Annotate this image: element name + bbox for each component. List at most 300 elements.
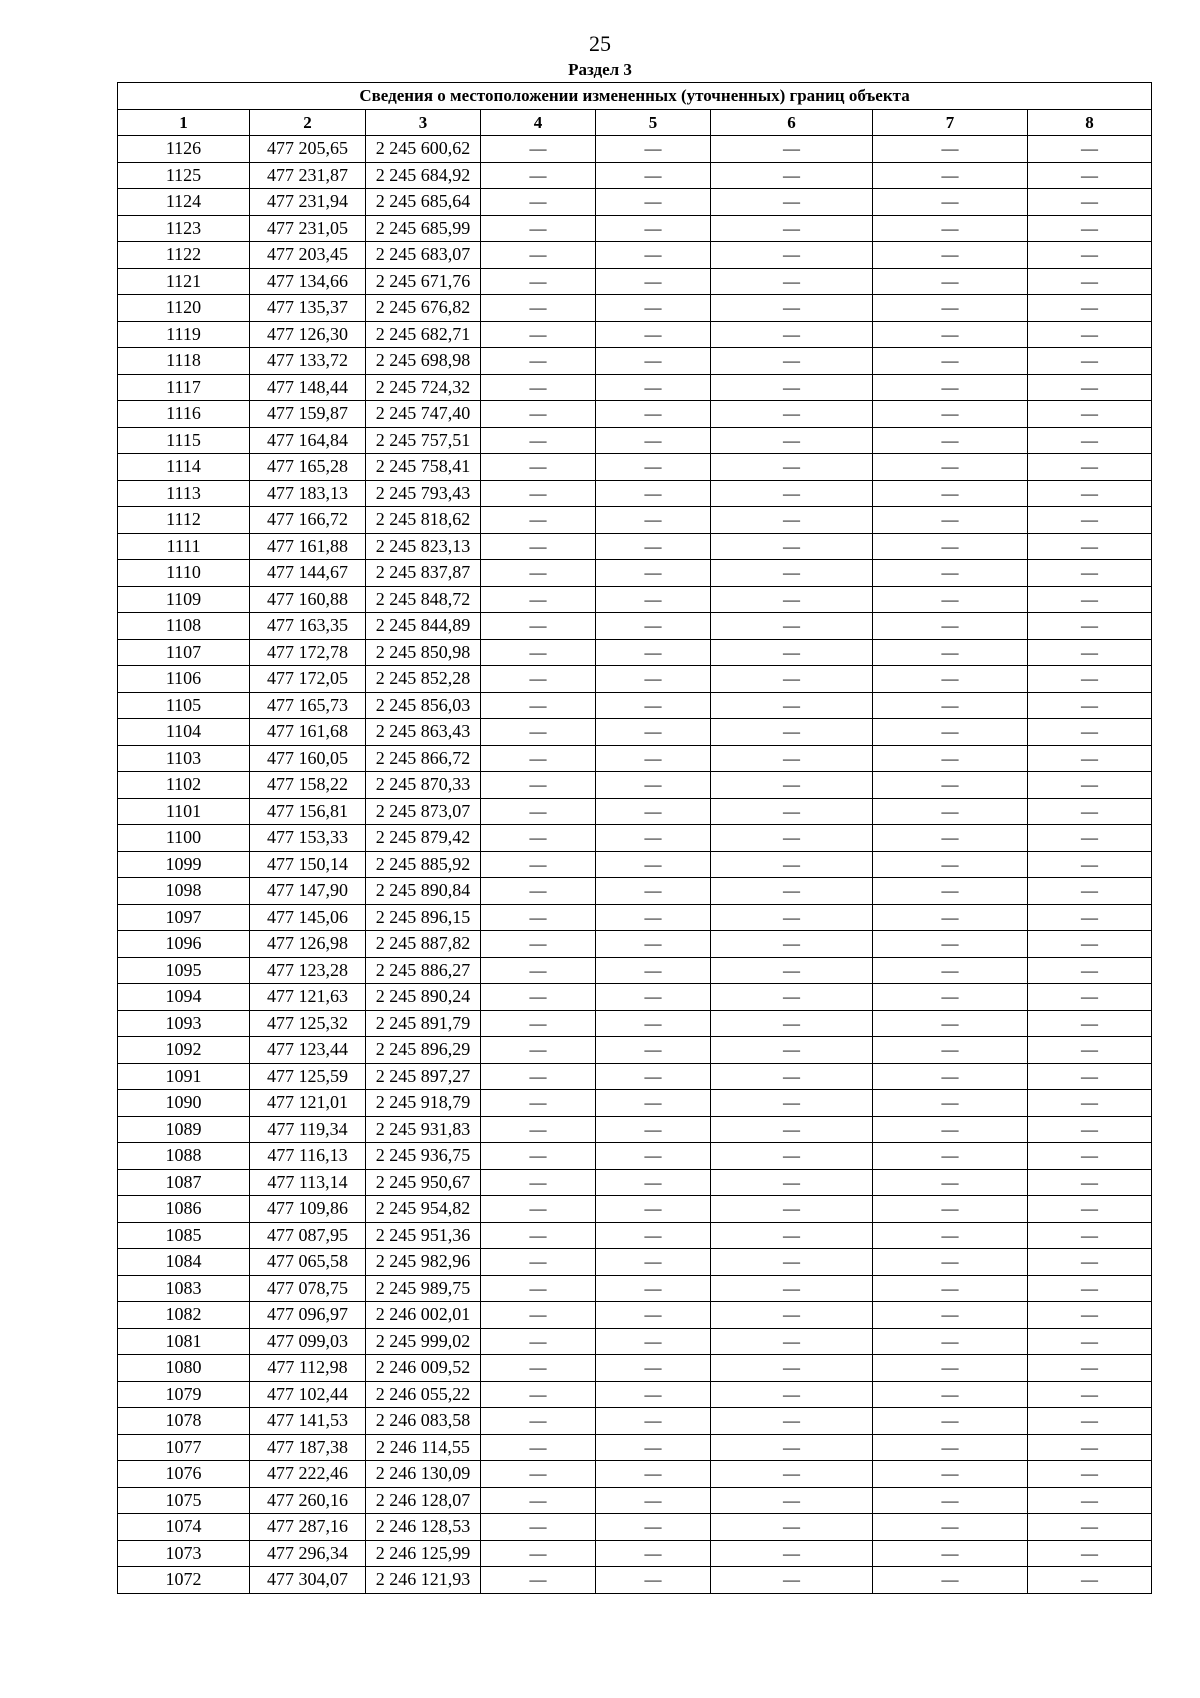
x-coordinate-cell: 477 102,44 <box>250 1381 366 1408</box>
x-coordinate-cell: 477 260,16 <box>250 1487 366 1514</box>
coordinates-table <box>117 82 1152 1594</box>
empty-value-cell: — <box>1028 215 1152 242</box>
empty-value-cell: — <box>1028 745 1152 772</box>
table-row <box>118 772 1152 799</box>
empty-value-cell: — <box>1028 825 1152 852</box>
empty-value-cell: — <box>873 1063 1028 1090</box>
y-coordinate-cell: 2 245 896,15 <box>366 904 481 931</box>
y-coordinate-cell: 2 246 130,09 <box>366 1461 481 1488</box>
empty-value-cell: — <box>481 851 596 878</box>
table-row <box>118 1063 1152 1090</box>
point-number-cell: 1101 <box>118 798 250 825</box>
table-row <box>118 745 1152 772</box>
empty-value-cell: — <box>596 295 711 322</box>
x-coordinate-cell: 477 287,16 <box>250 1514 366 1541</box>
y-coordinate-cell: 2 245 982,96 <box>366 1249 481 1276</box>
table-title: Сведения о местоположении измененных (уточненных) границ объекта <box>118 83 1152 110</box>
empty-value-cell: — <box>596 215 711 242</box>
empty-value-cell: — <box>1028 242 1152 269</box>
empty-value-cell: — <box>1028 1275 1152 1302</box>
empty-value-cell: — <box>1028 984 1152 1011</box>
x-coordinate-cell: 477 123,44 <box>250 1037 366 1064</box>
empty-value-cell: — <box>1028 321 1152 348</box>
empty-value-cell: — <box>873 586 1028 613</box>
empty-value-cell: — <box>1028 878 1152 905</box>
empty-value-cell: — <box>596 1010 711 1037</box>
empty-value-cell: — <box>1028 1037 1152 1064</box>
empty-value-cell: — <box>596 268 711 295</box>
empty-value-cell: — <box>873 162 1028 189</box>
empty-value-cell: — <box>873 957 1028 984</box>
point-number-cell: 1110 <box>118 560 250 587</box>
empty-value-cell: — <box>711 851 873 878</box>
empty-value-cell: — <box>873 507 1028 534</box>
empty-value-cell: — <box>596 719 711 746</box>
empty-value-cell: — <box>596 666 711 693</box>
y-coordinate-cell: 2 246 114,55 <box>366 1434 481 1461</box>
empty-value-cell: — <box>596 1196 711 1223</box>
point-number-cell: 1093 <box>118 1010 250 1037</box>
empty-value-cell: — <box>873 851 1028 878</box>
empty-value-cell: — <box>1028 507 1152 534</box>
x-coordinate-cell: 477 231,87 <box>250 162 366 189</box>
empty-value-cell: — <box>873 931 1028 958</box>
empty-value-cell: — <box>596 772 711 799</box>
table-row <box>118 1434 1152 1461</box>
point-number-cell: 1096 <box>118 931 250 958</box>
y-coordinate-cell: 2 245 870,33 <box>366 772 481 799</box>
point-number-cell: 1121 <box>118 268 250 295</box>
y-coordinate-cell: 2 245 685,99 <box>366 215 481 242</box>
x-coordinate-cell: 477 183,13 <box>250 480 366 507</box>
table-row <box>118 1090 1152 1117</box>
table-row <box>118 533 1152 560</box>
empty-value-cell: — <box>481 878 596 905</box>
empty-value-cell: — <box>481 480 596 507</box>
empty-value-cell: — <box>1028 639 1152 666</box>
empty-value-cell: — <box>873 613 1028 640</box>
x-coordinate-cell: 477 121,63 <box>250 984 366 1011</box>
empty-value-cell: — <box>873 348 1028 375</box>
table-row <box>118 189 1152 216</box>
x-coordinate-cell: 477 112,98 <box>250 1355 366 1382</box>
empty-value-cell: — <box>481 1381 596 1408</box>
empty-value-cell: — <box>873 1514 1028 1541</box>
empty-value-cell: — <box>1028 1461 1152 1488</box>
y-coordinate-cell: 2 245 758,41 <box>366 454 481 481</box>
empty-value-cell: — <box>1028 1540 1152 1567</box>
table-row <box>118 825 1152 852</box>
empty-value-cell: — <box>596 1514 711 1541</box>
table-row <box>118 1487 1152 1514</box>
empty-value-cell: — <box>481 1514 596 1541</box>
empty-value-cell: — <box>711 1249 873 1276</box>
point-number-cell: 1112 <box>118 507 250 534</box>
y-coordinate-cell: 2 245 757,51 <box>366 427 481 454</box>
empty-value-cell: — <box>711 348 873 375</box>
empty-value-cell: — <box>873 189 1028 216</box>
y-coordinate-cell: 2 246 055,22 <box>366 1381 481 1408</box>
empty-value-cell: — <box>1028 1355 1152 1382</box>
empty-value-cell: — <box>873 136 1028 163</box>
empty-value-cell: — <box>711 533 873 560</box>
empty-value-cell: — <box>1028 401 1152 428</box>
x-coordinate-cell: 477 296,34 <box>250 1540 366 1567</box>
empty-value-cell: — <box>711 586 873 613</box>
empty-value-cell: — <box>481 904 596 931</box>
y-coordinate-cell: 2 245 951,36 <box>366 1222 481 1249</box>
empty-value-cell: — <box>481 1355 596 1382</box>
empty-value-cell: — <box>1028 136 1152 163</box>
y-coordinate-cell: 2 245 885,92 <box>366 851 481 878</box>
empty-value-cell: — <box>596 427 711 454</box>
table-row <box>118 1037 1152 1064</box>
y-coordinate-cell: 2 245 682,71 <box>366 321 481 348</box>
empty-value-cell: — <box>873 1434 1028 1461</box>
y-coordinate-cell: 2 245 852,28 <box>366 666 481 693</box>
empty-value-cell: — <box>596 1328 711 1355</box>
empty-value-cell: — <box>1028 1381 1152 1408</box>
empty-value-cell: — <box>596 639 711 666</box>
point-number-cell: 1125 <box>118 162 250 189</box>
empty-value-cell: — <box>596 560 711 587</box>
x-coordinate-cell: 477 165,28 <box>250 454 366 481</box>
column-header: 1 <box>118 109 250 136</box>
point-number-cell: 1100 <box>118 825 250 852</box>
point-number-cell: 1092 <box>118 1037 250 1064</box>
x-coordinate-cell: 477 172,78 <box>250 639 366 666</box>
table-row <box>118 1169 1152 1196</box>
empty-value-cell: — <box>481 295 596 322</box>
empty-value-cell: — <box>596 1037 711 1064</box>
empty-value-cell: — <box>596 1222 711 1249</box>
empty-value-cell: — <box>481 1487 596 1514</box>
y-coordinate-cell: 2 245 676,82 <box>366 295 481 322</box>
y-coordinate-cell: 2 245 999,02 <box>366 1328 481 1355</box>
empty-value-cell: — <box>596 1381 711 1408</box>
empty-value-cell: — <box>873 1540 1028 1567</box>
empty-value-cell: — <box>1028 613 1152 640</box>
empty-value-cell: — <box>711 878 873 905</box>
section-label: Раздел 3 <box>568 60 632 79</box>
empty-value-cell: — <box>1028 904 1152 931</box>
table-row <box>118 1408 1152 1435</box>
empty-value-cell: — <box>481 1540 596 1567</box>
y-coordinate-cell: 2 245 747,40 <box>366 401 481 428</box>
empty-value-cell: — <box>711 268 873 295</box>
empty-value-cell: — <box>1028 692 1152 719</box>
empty-value-cell: — <box>873 1355 1028 1382</box>
table-row <box>118 1249 1152 1276</box>
table-row <box>118 692 1152 719</box>
empty-value-cell: — <box>711 321 873 348</box>
table-row <box>118 560 1152 587</box>
point-number-cell: 1075 <box>118 1487 250 1514</box>
empty-value-cell: — <box>596 1090 711 1117</box>
empty-value-cell: — <box>711 1222 873 1249</box>
empty-value-cell: — <box>711 1355 873 1382</box>
x-coordinate-cell: 477 126,30 <box>250 321 366 348</box>
empty-value-cell: — <box>711 798 873 825</box>
empty-value-cell: — <box>596 957 711 984</box>
table-row <box>118 1328 1152 1355</box>
table-row <box>118 348 1152 375</box>
empty-value-cell: — <box>1028 586 1152 613</box>
x-coordinate-cell: 477 159,87 <box>250 401 366 428</box>
x-coordinate-cell: 477 119,34 <box>250 1116 366 1143</box>
y-coordinate-cell: 2 245 897,27 <box>366 1063 481 1090</box>
empty-value-cell: — <box>873 454 1028 481</box>
table-row <box>118 1222 1152 1249</box>
empty-value-cell: — <box>711 1169 873 1196</box>
y-coordinate-cell: 2 245 989,75 <box>366 1275 481 1302</box>
table-row <box>118 957 1152 984</box>
empty-value-cell: — <box>711 454 873 481</box>
empty-value-cell: — <box>873 1461 1028 1488</box>
empty-value-cell: — <box>481 268 596 295</box>
point-number-cell: 1120 <box>118 295 250 322</box>
empty-value-cell: — <box>1028 1567 1152 1594</box>
point-number-cell: 1084 <box>118 1249 250 1276</box>
empty-value-cell: — <box>481 957 596 984</box>
x-coordinate-cell: 477 150,14 <box>250 851 366 878</box>
empty-value-cell: — <box>873 639 1028 666</box>
empty-value-cell: — <box>481 533 596 560</box>
empty-value-cell: — <box>481 825 596 852</box>
point-number-cell: 1113 <box>118 480 250 507</box>
empty-value-cell: — <box>873 772 1028 799</box>
empty-value-cell: — <box>481 719 596 746</box>
empty-value-cell: — <box>711 427 873 454</box>
empty-value-cell: — <box>873 480 1028 507</box>
y-coordinate-cell: 2 245 685,64 <box>366 189 481 216</box>
empty-value-cell: — <box>1028 1143 1152 1170</box>
table-row <box>118 1461 1152 1488</box>
y-coordinate-cell: 2 245 818,62 <box>366 507 481 534</box>
y-coordinate-cell: 2 245 887,82 <box>366 931 481 958</box>
empty-value-cell: — <box>711 719 873 746</box>
empty-value-cell: — <box>711 374 873 401</box>
table-row <box>118 639 1152 666</box>
empty-value-cell: — <box>873 374 1028 401</box>
empty-value-cell: — <box>711 984 873 1011</box>
table-row <box>118 1116 1152 1143</box>
empty-value-cell: — <box>1028 957 1152 984</box>
empty-value-cell: — <box>873 904 1028 931</box>
table-row <box>118 427 1152 454</box>
empty-value-cell: — <box>481 1010 596 1037</box>
point-number-cell: 1095 <box>118 957 250 984</box>
table-row <box>118 480 1152 507</box>
table-row <box>118 851 1152 878</box>
empty-value-cell: — <box>596 348 711 375</box>
table-row <box>118 215 1152 242</box>
empty-value-cell: — <box>711 1143 873 1170</box>
point-number-cell: 1103 <box>118 745 250 772</box>
table-body <box>118 136 1152 1594</box>
empty-value-cell: — <box>711 1381 873 1408</box>
empty-value-cell: — <box>1028 1302 1152 1329</box>
x-coordinate-cell: 477 126,98 <box>250 931 366 958</box>
point-number-cell: 1107 <box>118 639 250 666</box>
point-number-cell: 1119 <box>118 321 250 348</box>
table-row <box>118 719 1152 746</box>
empty-value-cell: — <box>711 136 873 163</box>
empty-value-cell: — <box>711 1408 873 1435</box>
table-row <box>118 1196 1152 1223</box>
empty-value-cell: — <box>711 639 873 666</box>
empty-value-cell: — <box>711 745 873 772</box>
y-coordinate-cell: 2 246 128,07 <box>366 1487 481 1514</box>
empty-value-cell: — <box>481 666 596 693</box>
y-coordinate-cell: 2 246 128,53 <box>366 1514 481 1541</box>
empty-value-cell: — <box>873 1143 1028 1170</box>
empty-value-cell: — <box>1028 1063 1152 1090</box>
point-number-cell: 1102 <box>118 772 250 799</box>
x-coordinate-cell: 477 222,46 <box>250 1461 366 1488</box>
empty-value-cell: — <box>481 1275 596 1302</box>
empty-value-cell: — <box>711 825 873 852</box>
point-number-cell: 1109 <box>118 586 250 613</box>
empty-value-cell: — <box>596 1461 711 1488</box>
empty-value-cell: — <box>873 719 1028 746</box>
empty-value-cell: — <box>711 1063 873 1090</box>
empty-value-cell: — <box>481 560 596 587</box>
point-number-cell: 1115 <box>118 427 250 454</box>
table-row <box>118 984 1152 1011</box>
empty-value-cell: — <box>481 427 596 454</box>
empty-value-cell: — <box>711 957 873 984</box>
empty-value-cell: — <box>1028 1328 1152 1355</box>
point-number-cell: 1073 <box>118 1540 250 1567</box>
y-coordinate-cell: 2 246 125,99 <box>366 1540 481 1567</box>
empty-value-cell: — <box>711 931 873 958</box>
empty-value-cell: — <box>711 1275 873 1302</box>
empty-value-cell: — <box>1028 1487 1152 1514</box>
point-number-cell: 1082 <box>118 1302 250 1329</box>
y-coordinate-cell: 2 245 936,75 <box>366 1143 481 1170</box>
empty-value-cell: — <box>481 1461 596 1488</box>
y-coordinate-cell: 2 245 793,43 <box>366 480 481 507</box>
empty-value-cell: — <box>711 1540 873 1567</box>
y-coordinate-cell: 2 245 918,79 <box>366 1090 481 1117</box>
x-coordinate-cell: 477 123,28 <box>250 957 366 984</box>
empty-value-cell: — <box>1028 772 1152 799</box>
x-coordinate-cell: 477 087,95 <box>250 1222 366 1249</box>
empty-value-cell: — <box>711 162 873 189</box>
empty-value-cell: — <box>1028 798 1152 825</box>
table-row <box>118 1514 1152 1541</box>
point-number-cell: 1090 <box>118 1090 250 1117</box>
empty-value-cell: — <box>1028 480 1152 507</box>
y-coordinate-cell: 2 245 863,43 <box>366 719 481 746</box>
empty-value-cell: — <box>1028 1169 1152 1196</box>
y-coordinate-cell: 2 245 837,87 <box>366 560 481 587</box>
empty-value-cell: — <box>481 931 596 958</box>
empty-value-cell: — <box>1028 560 1152 587</box>
point-number-cell: 1124 <box>118 189 250 216</box>
table-row <box>118 931 1152 958</box>
empty-value-cell: — <box>596 586 711 613</box>
y-coordinate-cell: 2 245 954,82 <box>366 1196 481 1223</box>
empty-value-cell: — <box>596 1408 711 1435</box>
x-coordinate-cell: 477 187,38 <box>250 1434 366 1461</box>
empty-value-cell: — <box>711 1434 873 1461</box>
table-row <box>118 295 1152 322</box>
empty-value-cell: — <box>596 745 711 772</box>
table-row <box>118 507 1152 534</box>
empty-value-cell: — <box>1028 189 1152 216</box>
x-coordinate-cell: 477 147,90 <box>250 878 366 905</box>
empty-value-cell: — <box>1028 851 1152 878</box>
empty-value-cell: — <box>596 189 711 216</box>
empty-value-cell: — <box>711 1196 873 1223</box>
x-coordinate-cell: 477 078,75 <box>250 1275 366 1302</box>
empty-value-cell: — <box>873 666 1028 693</box>
empty-value-cell: — <box>596 242 711 269</box>
empty-value-cell: — <box>596 1249 711 1276</box>
empty-value-cell: — <box>481 1169 596 1196</box>
empty-value-cell: — <box>481 798 596 825</box>
y-coordinate-cell: 2 245 896,29 <box>366 1037 481 1064</box>
empty-value-cell: — <box>873 1196 1028 1223</box>
empty-value-cell: — <box>1028 268 1152 295</box>
table-row <box>118 454 1152 481</box>
empty-value-cell: — <box>481 1222 596 1249</box>
empty-value-cell: — <box>596 1540 711 1567</box>
empty-value-cell: — <box>596 1275 711 1302</box>
table-row <box>118 1302 1152 1329</box>
table-row <box>118 268 1152 295</box>
empty-value-cell: — <box>596 1355 711 1382</box>
x-coordinate-cell: 477 156,81 <box>250 798 366 825</box>
empty-value-cell: — <box>1028 1408 1152 1435</box>
empty-value-cell: — <box>1028 666 1152 693</box>
empty-value-cell: — <box>481 1116 596 1143</box>
y-coordinate-cell: 2 245 890,24 <box>366 984 481 1011</box>
y-coordinate-cell: 2 246 083,58 <box>366 1408 481 1435</box>
x-coordinate-cell: 477 203,45 <box>250 242 366 269</box>
x-coordinate-cell: 477 172,05 <box>250 666 366 693</box>
point-number-cell: 1077 <box>118 1434 250 1461</box>
point-number-cell: 1079 <box>118 1381 250 1408</box>
x-coordinate-cell: 477 158,22 <box>250 772 366 799</box>
table-row <box>118 374 1152 401</box>
empty-value-cell: — <box>596 613 711 640</box>
empty-value-cell: — <box>711 1302 873 1329</box>
x-coordinate-cell: 477 121,01 <box>250 1090 366 1117</box>
y-coordinate-cell: 2 245 684,92 <box>366 162 481 189</box>
empty-value-cell: — <box>481 692 596 719</box>
empty-value-cell: — <box>711 189 873 216</box>
empty-value-cell: — <box>711 295 873 322</box>
table-row <box>118 162 1152 189</box>
empty-value-cell: — <box>873 1302 1028 1329</box>
empty-value-cell: — <box>481 586 596 613</box>
point-number-cell: 1087 <box>118 1169 250 1196</box>
y-coordinate-cell: 2 245 724,32 <box>366 374 481 401</box>
point-number-cell: 1123 <box>118 215 250 242</box>
empty-value-cell: — <box>596 984 711 1011</box>
empty-value-cell: — <box>711 904 873 931</box>
empty-value-cell: — <box>596 1302 711 1329</box>
empty-value-cell: — <box>1028 1010 1152 1037</box>
empty-value-cell: — <box>596 1116 711 1143</box>
x-coordinate-cell: 477 096,97 <box>250 1302 366 1329</box>
empty-value-cell: — <box>1028 719 1152 746</box>
empty-value-cell: — <box>481 613 596 640</box>
table-row <box>118 136 1152 163</box>
